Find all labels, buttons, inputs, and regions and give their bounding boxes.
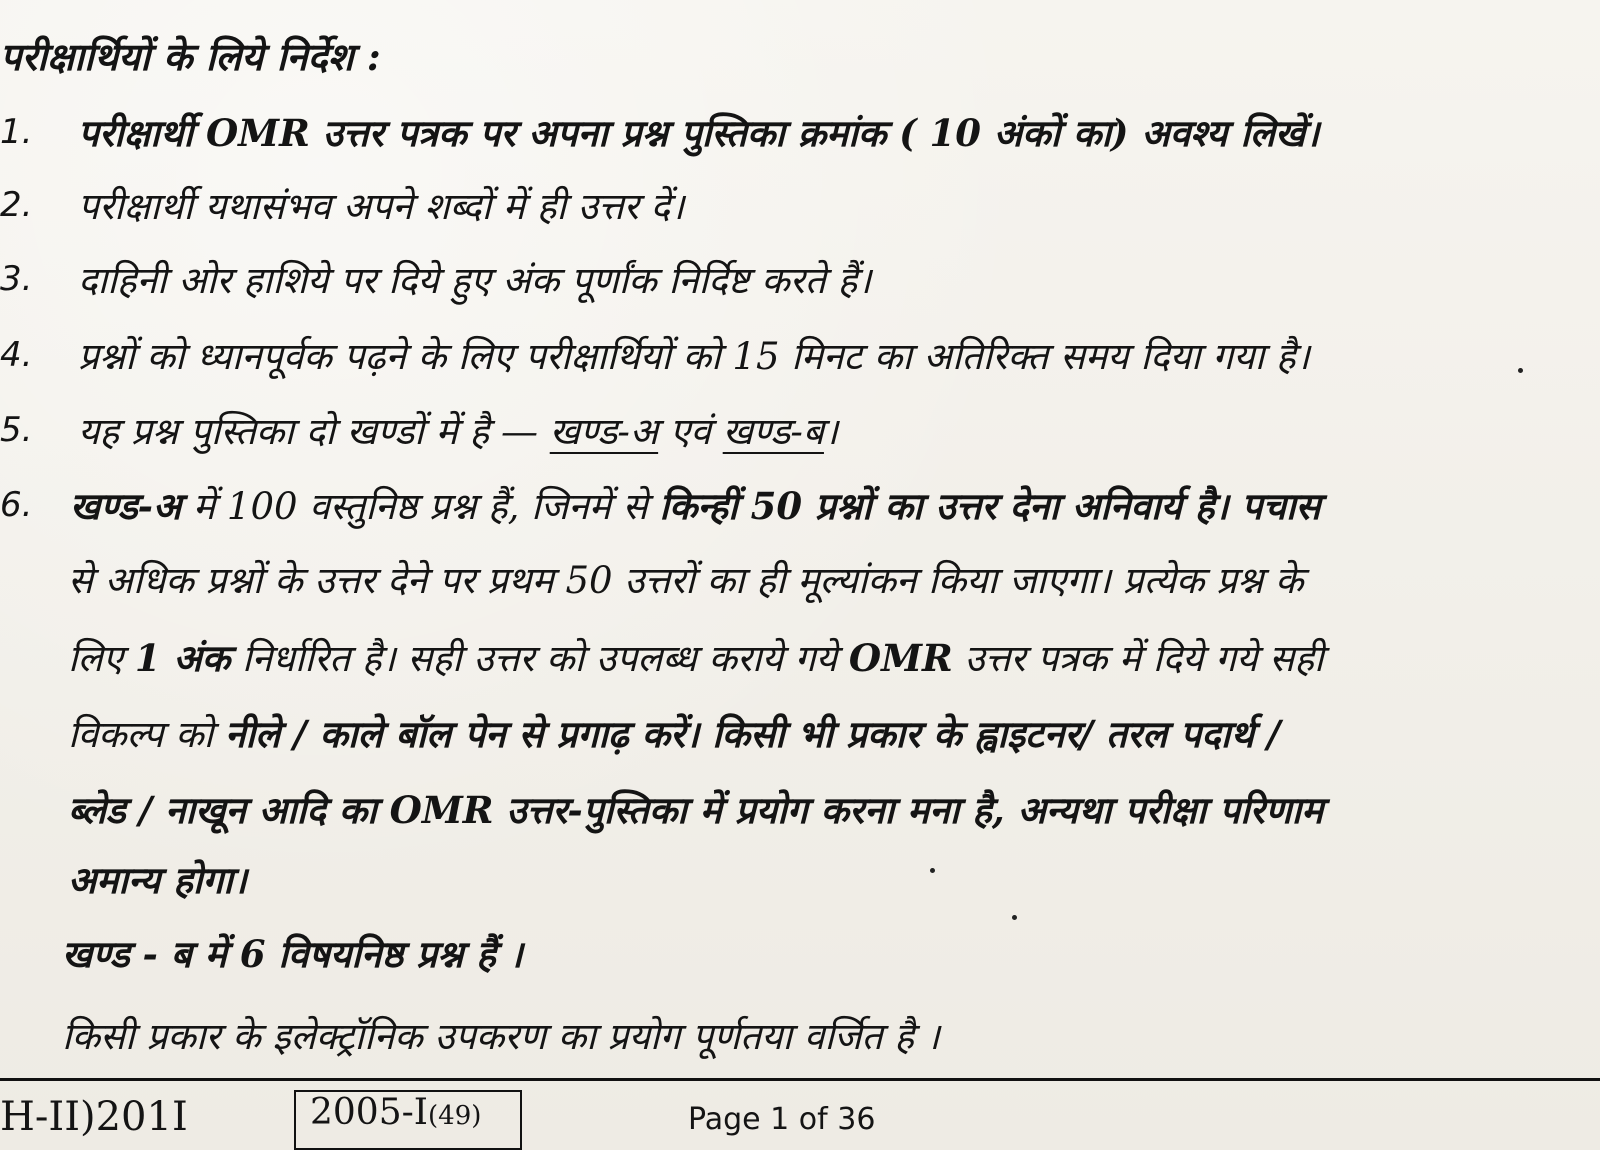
instruction-text <box>78 410 838 453</box>
instruction-text <box>70 484 1321 528</box>
page-number: Page 1 of 36 <box>688 1102 876 1137</box>
booklet-code: 2005-I <box>310 1092 429 1133</box>
instruction-6-line-2: से अधिक प्रश्नों के उत्तर देने पर प्रथम 50 उत्तरों का ही मूल्यांकन किया जाएगा। प्रत्येक प्रश्न के <box>68 559 1304 602</box>
text-segment: OMR <box>848 636 953 680</box>
paper-code: H-II)201I <box>0 1094 188 1140</box>
instruction-8: किसी प्रकार के इलेक्ट्रॉनिक उपकरण का प्रयोग पूर्णतया वर्जित है । <box>62 1015 940 1058</box>
instruction-6-line-6: अमान्य होगा। <box>68 858 247 902</box>
instruction-number: 1. <box>0 112 33 152</box>
paper-speck <box>930 868 935 873</box>
instruction-number: 6. <box>0 485 33 525</box>
instruction-number: 4. <box>0 335 33 375</box>
text-segment: उत्तर पत्रक में दिये गये सही <box>952 637 1324 680</box>
instruction-6-line-3 <box>68 636 1324 680</box>
instruction-6-line-4 <box>68 712 1281 756</box>
text-segment: । <box>823 410 838 453</box>
text-segment: किन्हीं 50 प्रश्नों का उत्तर देना अनिवार्य है। पचास <box>659 484 1321 528</box>
text-segment: एवं <box>658 410 723 453</box>
instruction-text: परीक्षार्थी यथासंभव अपने शब्दों में ही उत्तर दें। <box>78 185 685 228</box>
paper-speck <box>1518 368 1523 373</box>
instruction-number: 5. <box>0 410 33 450</box>
instruction-number: 3. <box>0 259 33 299</box>
instruction-number: 2. <box>0 185 33 225</box>
text-segment: 1 अंक <box>134 636 231 680</box>
instruction-text: दाहिनी ओर हाशिये पर दिये हुए अंक पूर्णांक निर्दिष्ट करते हैं। <box>78 259 872 302</box>
booklet-code-box <box>294 1090 522 1150</box>
booklet-code-suffix: (49) <box>428 1101 482 1131</box>
text-segment: खण्ड-अ <box>70 484 182 528</box>
section-b-label: खण्ड-ब <box>722 410 824 453</box>
section-a-label: खण्ड-अ <box>549 410 659 453</box>
text-segment: में 100 वस्तुनिष्ठ प्रश्न हैं, जिनमें से <box>181 485 660 528</box>
instruction-text: प्रश्नों को ध्यानपूर्वक पढ़ने के लिए परीक्षार्थियों को 15 मिनट का अतिरिक्त समय दिया गया है। <box>78 335 1310 378</box>
text-segment: लिए <box>68 637 135 680</box>
text-segment: यह प्रश्न पुस्तिका दो खण्डों में है — <box>78 410 550 453</box>
instruction-7: खण्ड - ब में 6 विषयनिष्ठ प्रश्न हैं । <box>62 932 523 976</box>
page-heading: परीक्षार्थियों के लिये निर्देश : <box>0 34 381 79</box>
text-segment: नीले / काले बॉल पेन से प्रगाढ़ करें। किसी भी प्रकार के ह्वाइटनर/ तरल पदार्थ / <box>224 712 1281 756</box>
instruction-text: परीक्षार्थी OMR उत्तर पत्रक पर अपना प्रश्न पुस्तिका क्रमांक ( 10 अंकों का) अवश्य लिखें। <box>78 111 1320 155</box>
footer-divider <box>0 1078 1600 1081</box>
text-segment: निर्धारित है। सही उत्तर को उपलब्ध कराये गये <box>230 637 849 680</box>
paper-speck <box>1012 915 1017 920</box>
text-segment: विकल्प को <box>68 713 225 756</box>
instruction-6-line-5: ब्लेड / नाखून आदि का OMR उत्तर-पुस्तिका में प्रयोग करना मना है, अन्यथा परीक्षा परिणाम <box>68 788 1324 832</box>
